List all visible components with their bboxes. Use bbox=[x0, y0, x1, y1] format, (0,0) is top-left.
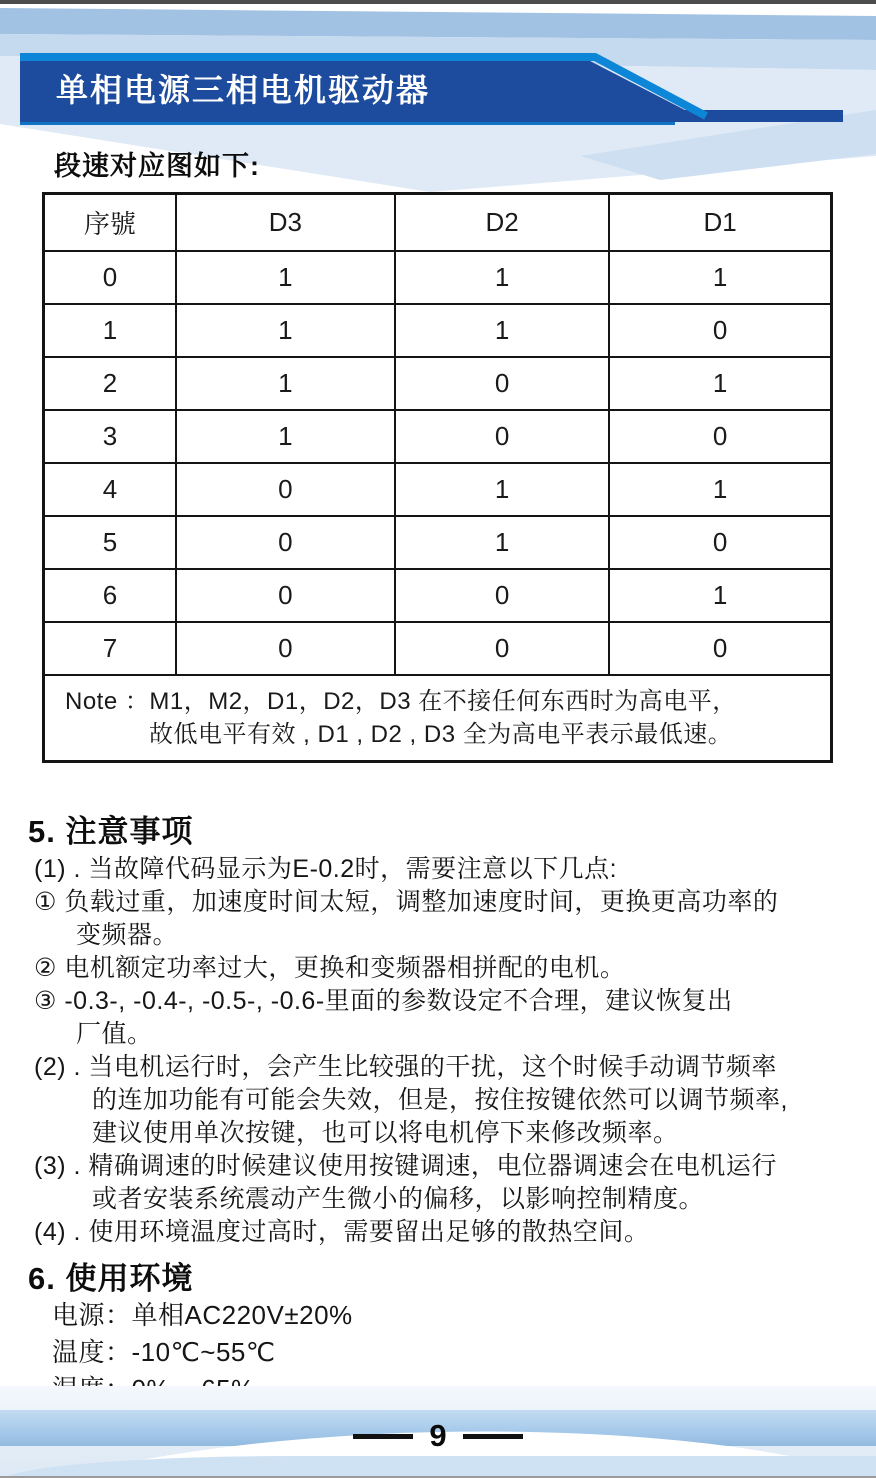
section5-body bbox=[34, 853, 846, 1249]
table-row bbox=[44, 622, 832, 675]
table-row bbox=[44, 410, 832, 463]
cell-d2: 0 bbox=[395, 410, 609, 463]
cell-d2: 0 bbox=[395, 569, 609, 622]
cell-d1: 0 bbox=[609, 410, 831, 463]
note-line-1: Note ：M1，M2，D1，D2，D3 在不接任何东西时为高电平， bbox=[65, 688, 737, 715]
table-caption: 段速对应图如下: bbox=[54, 151, 260, 181]
footer-bottom-wave bbox=[0, 1456, 876, 1478]
col-header-d1: D1 bbox=[609, 194, 831, 252]
cell-d1: 1 bbox=[609, 251, 831, 304]
cell-d2: 1 bbox=[395, 516, 609, 569]
section5-line: (2) . 当电机运行时，会产生比较强的干扰，这个时候手动调节频率 bbox=[34, 1053, 777, 1081]
table-row bbox=[44, 251, 832, 304]
cell-d3: 1 bbox=[176, 357, 395, 410]
cell-d1: 1 bbox=[609, 463, 831, 516]
table-row bbox=[44, 569, 832, 622]
table-row bbox=[44, 463, 832, 516]
temperature-spec: 温度：-10℃~55℃ bbox=[52, 1337, 276, 1367]
cell-d2: 1 bbox=[395, 251, 609, 304]
cell-d1: 0 bbox=[609, 516, 831, 569]
page-number: 9 bbox=[429, 1418, 447, 1453]
note-line-2: 故低电平有效 , D1 , D2 , D3 全为高电平表示最低速。 bbox=[149, 721, 733, 748]
table-row bbox=[44, 304, 832, 357]
section5-line: 或者安装系统震动产生微小的偏移，以影响控制精度。 bbox=[92, 1185, 705, 1213]
table-row bbox=[44, 357, 832, 410]
speed-mapping-table bbox=[42, 192, 833, 763]
cell-d1: 1 bbox=[609, 569, 831, 622]
banner-bottom-line bbox=[20, 122, 675, 125]
cell-index: 6 bbox=[44, 569, 176, 622]
cell-d3: 0 bbox=[176, 516, 395, 569]
section5-line: 的连加功能有可能会失效，但是，按住按键依然可以调节频率, bbox=[92, 1086, 788, 1114]
power-spec: 电源：单相AC220V±20% bbox=[52, 1300, 353, 1330]
section5-line: 厂值。 bbox=[76, 1020, 153, 1048]
cell-index: 2 bbox=[44, 357, 176, 410]
cell-index: 1 bbox=[44, 304, 176, 357]
cell-index: 5 bbox=[44, 516, 176, 569]
cell-d1: 0 bbox=[609, 304, 831, 357]
col-header-d2: D2 bbox=[395, 194, 609, 252]
cell-d3: 0 bbox=[176, 569, 395, 622]
col-header-index: 序號 bbox=[44, 194, 176, 252]
cell-index: 4 bbox=[44, 463, 176, 516]
table-row bbox=[44, 516, 832, 569]
page-number-dash-right bbox=[463, 1434, 523, 1439]
cell-d3: 1 bbox=[176, 251, 395, 304]
table-note-row bbox=[44, 675, 832, 762]
table-header-row bbox=[44, 194, 832, 252]
page-title: 单相电源三相电机驱动器 bbox=[56, 72, 431, 108]
section5-line: (3) . 精确调速的时候建议使用按键调速，电位器调速会在电机运行 bbox=[34, 1152, 777, 1180]
cell-d2: 0 bbox=[395, 357, 609, 410]
cell-d2: 1 bbox=[395, 463, 609, 516]
cell-d1: 0 bbox=[609, 622, 831, 675]
cell-d3: 1 bbox=[176, 304, 395, 357]
cell-d1: 1 bbox=[609, 357, 831, 410]
section5-heading: 5. 注意事项 bbox=[28, 814, 194, 849]
cell-index: 0 bbox=[44, 251, 176, 304]
section6-heading: 6. 使用环境 bbox=[28, 1261, 194, 1296]
section5-line: ② 电机额定功率过大，更换和变频器相拼配的电机。 bbox=[34, 954, 626, 982]
cell-d3: 1 bbox=[176, 410, 395, 463]
section5-line: 变频器。 bbox=[76, 921, 179, 949]
cell-d3: 0 bbox=[176, 622, 395, 675]
section5-line: ① 负载过重，加速度时间太短，调整加速度时间，更换更高功率的 bbox=[34, 888, 779, 916]
table-note bbox=[44, 675, 832, 762]
cell-d2: 0 bbox=[395, 622, 609, 675]
section5-line: ③ -0.3-, -0.4-, -0.5-, -0.6-里面的参数设定不合理，建议恢复出 bbox=[34, 987, 733, 1015]
cell-index: 3 bbox=[44, 410, 176, 463]
section5-line: 建议使用单次按键，也可以将电机停下来修改频率。 bbox=[92, 1119, 679, 1147]
section5-line: (1) . 当故障代码显示为E-0.2时，需要注意以下几点: bbox=[34, 855, 618, 883]
section5-line: (4) . 使用环境温度过高时，需要留出足够的散热空间。 bbox=[34, 1218, 650, 1246]
page-number-dash-left bbox=[353, 1434, 413, 1439]
cell-d2: 1 bbox=[395, 304, 609, 357]
col-header-d3: D3 bbox=[176, 194, 395, 252]
cell-d3: 0 bbox=[176, 463, 395, 516]
cell-index: 7 bbox=[44, 622, 176, 675]
page-number-area bbox=[0, 1416, 876, 1456]
